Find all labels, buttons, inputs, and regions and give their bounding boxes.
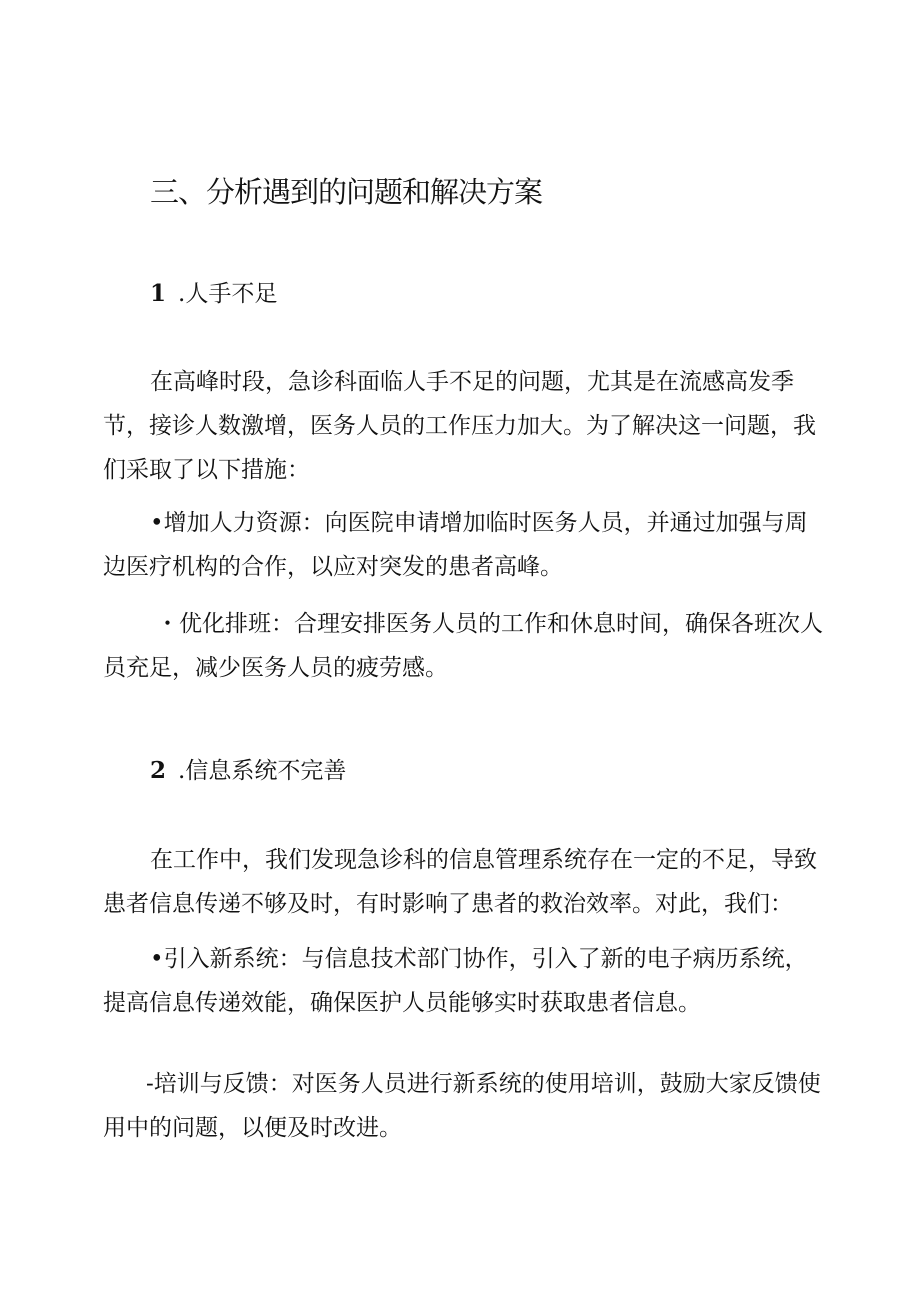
problem-1-description: 在高峰时段，急诊科面临人手不足的问题，尤其是在流感高发季节，接诊人数激增，医务人员的工作压力加大。为了解决这一问题，我们采取了以下措施：	[103, 369, 816, 483]
problem-1-number: 1	[150, 280, 167, 307]
problem-2-number: 2	[150, 757, 167, 784]
problem-1-title: .人手不足	[178, 281, 278, 307]
section-title: 三、分析遇到的问题和解决方案	[150, 175, 543, 209]
problem-2-heading	[150, 752, 346, 785]
problem-2-measure-2: -培训与反馈：对医务人员进行新系统的使用培训，鼓励大家反馈使用中的问题，以便及时改进。	[103, 1071, 821, 1141]
problem-2-description: 在工作中，我们发现急诊科的信息管理系统存在一定的不足，导致患者信息传递不够及时，有时影响了患者的救治效率。对此，我们：	[103, 847, 817, 917]
problem-1-heading	[150, 275, 277, 308]
problem-2-title: .信息系统不完善	[178, 758, 347, 784]
problem-1-measure-2: ・优化排班：合理安排医务人员的工作和休息时间，确保各班次人员充足，减少医务人员的疲劳感。	[103, 611, 823, 681]
problem-1-measure-1: •增加人力资源：向医院申请增加临时医务人员，并通过加强与周边医疗机构的合作，以应对突发的患者高峰。	[103, 510, 808, 580]
problem-2-measure-1: •引入新系统：与信息技术部门协作，引入了新的电子病历系统，提高信息传递效能，确保医护人员能够实时获取患者信息。	[103, 946, 808, 1016]
